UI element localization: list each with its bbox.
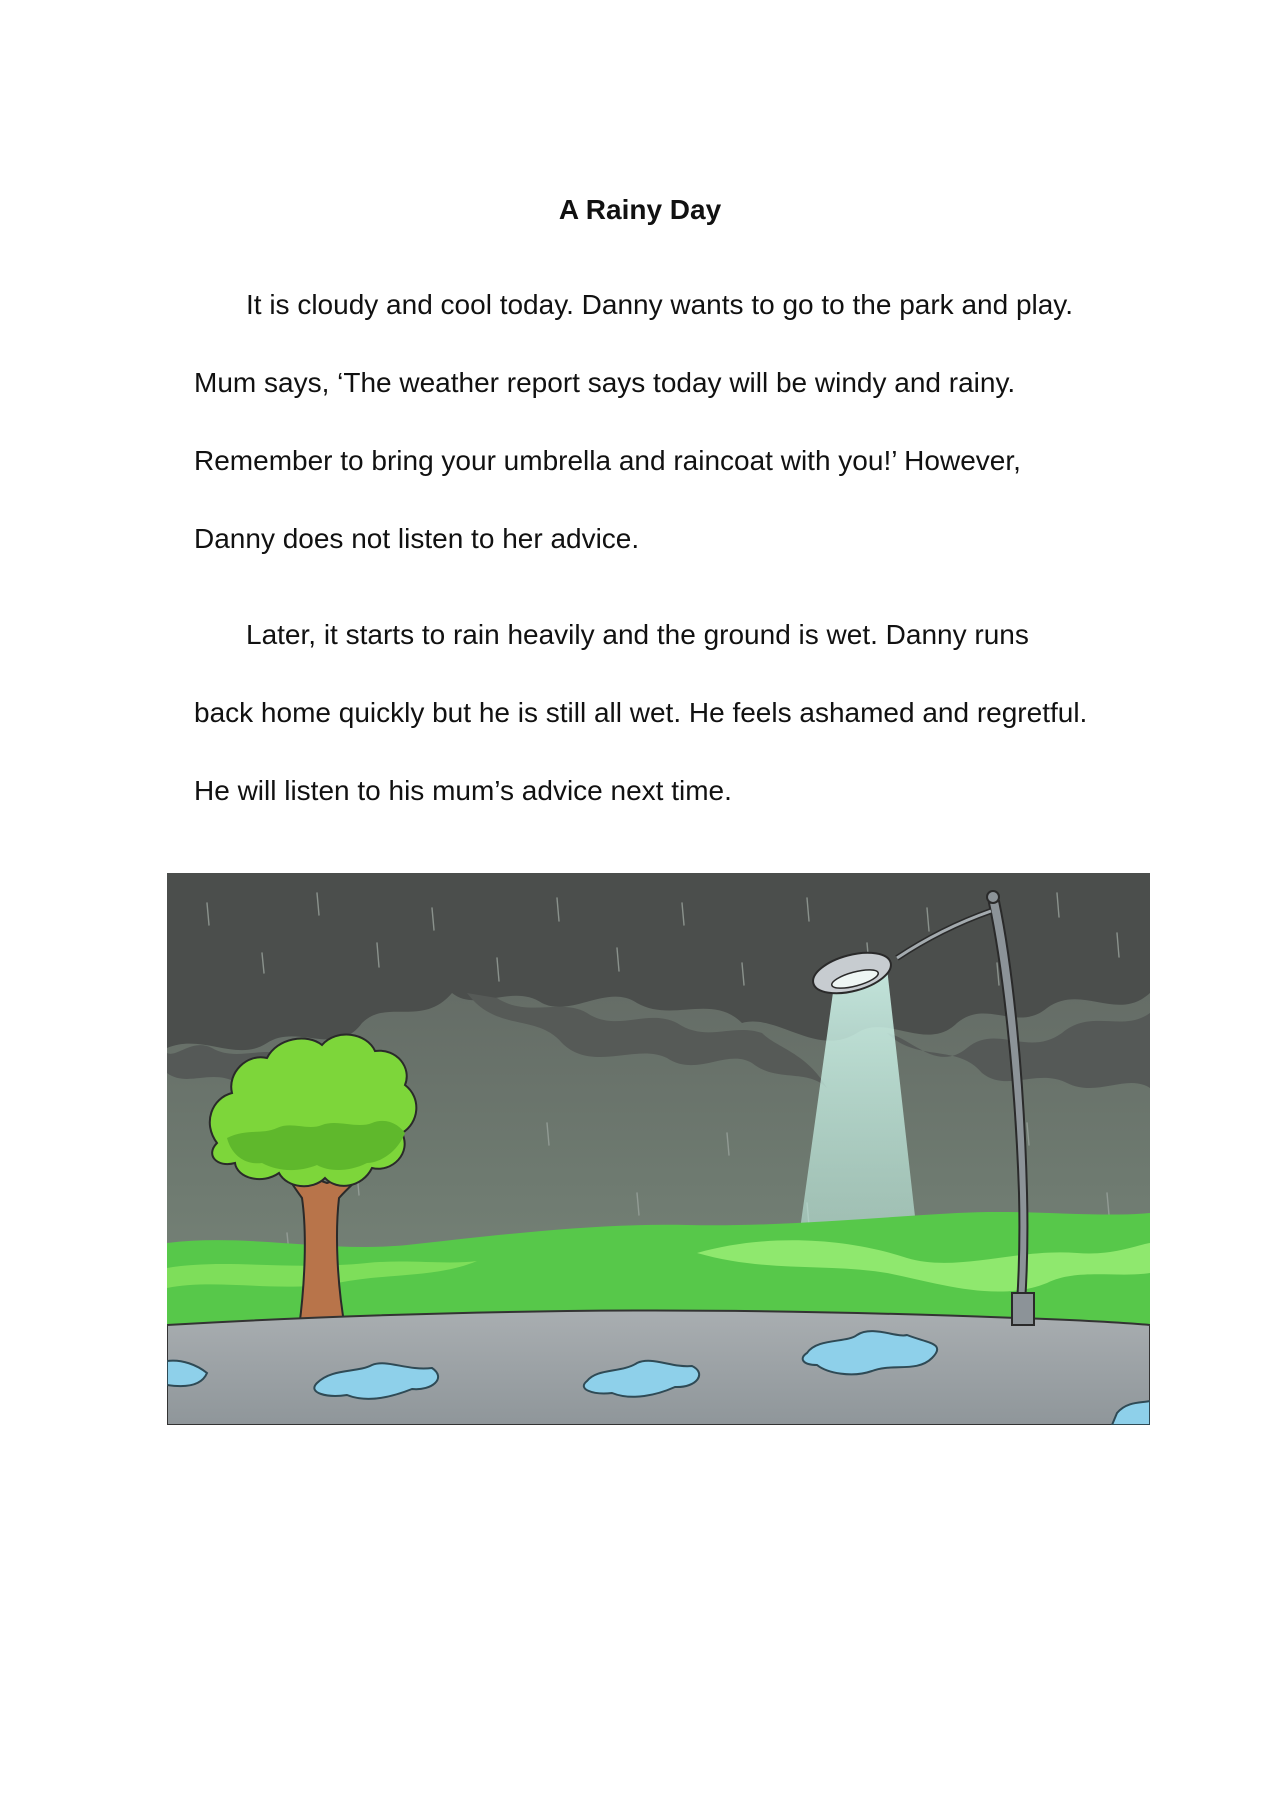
lamp-base [1012, 1293, 1034, 1325]
story-paragraph-1: It is cloudy and cool today. Danny wants to go to the park and play. Mum says, ‘The weather report says today will be windy and rainy. Remember to bring your umbrella and raincoat with you!’ However, Danny does not listen to her advice. [194, 289, 1074, 554]
story-paragraph-2: Later, it starts to rain heavily and the ground is wet. Danny runs back home quickly but he is still all wet. He feels ashamed and regretful. He will listen to his mum’s advice next time. [194, 619, 1088, 806]
story-text [194, 266, 1094, 848]
story-title: A Rainy Day [558, 193, 722, 225]
rainy-park-illustration [167, 873, 1150, 1425]
lamp-cap [987, 891, 999, 903]
